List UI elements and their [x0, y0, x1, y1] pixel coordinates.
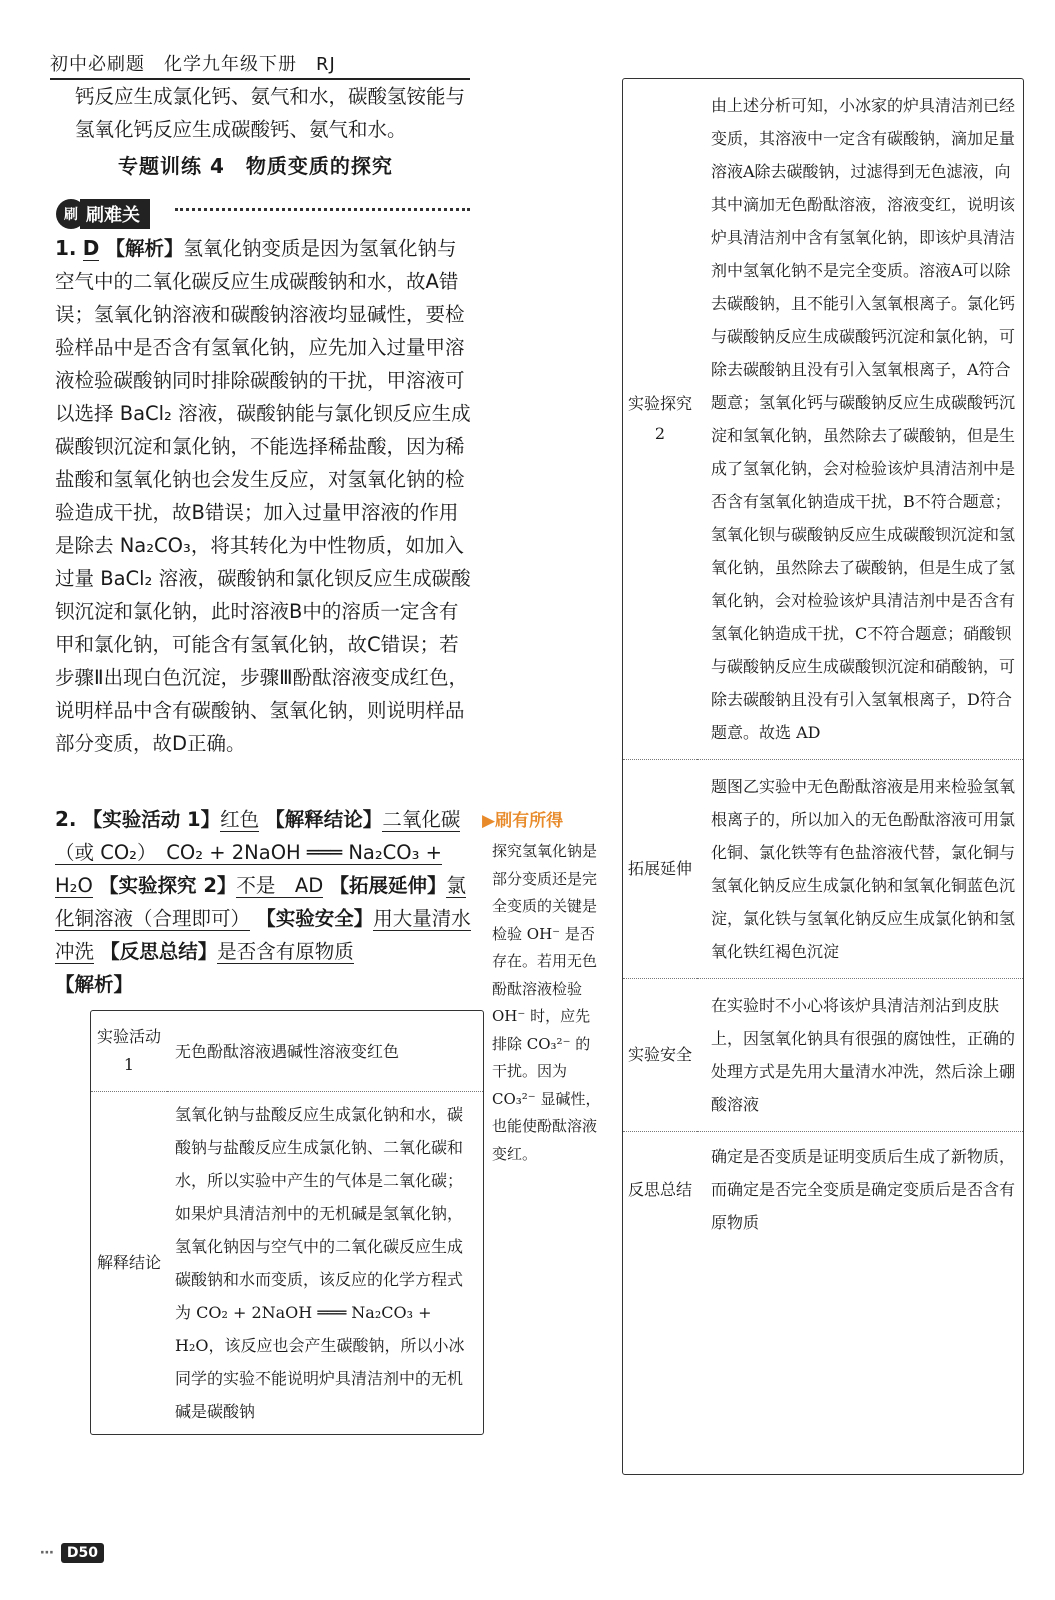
intro-text — [75, 80, 475, 146]
row-body: 无色酚酞溶液遇碱性溶液变红色 — [175, 1041, 400, 1061]
table-row — [623, 79, 1023, 760]
row-head: 拓展延伸 — [627, 859, 692, 878]
row-body: 氢氧化钠与盐酸反应生成氯化钠和水，碳酸钠与盐酸反应生成氯化钠、二氧化碳和水，所以实验中产生的气体是二氧化碳；如果炉具清洁剂中的无机碱是氢氧化钠，氢氧化钠因与空气中的二氧化碳反应生成碳酸钠和水而变质，该反应的化学方程式为 CO₂ + 2NaOH ═══ Na₂CO₃ + H₂O，该反应也会产生碳酸钠，所以小冰同学的实验不能说明炉具清洁剂中的无机碱是碳酸钠 — [175, 1105, 465, 1421]
table-row — [623, 760, 1023, 979]
row-body: 题图乙实验中无色酚酞溶液是用来检验氢氧根离子的，所以加入的无色酚酞溶液可用氯化铜、氯化铁等有色盐溶液代替，氯化铜与氢氧化钠反应生成氯化钠和氢氧化铜蓝色沉淀，氯化铁与氢氧化钠反应生成氯化钠和氢氧化铁红褐色沉淀 — [711, 777, 1016, 961]
q2-tag-extend: 【拓展延伸】 — [329, 874, 447, 897]
q2-tag-conclusion: 【解释结论】 — [265, 808, 383, 831]
q2-answer-extend: 氯化铜溶液（合理即可） — [55, 874, 466, 930]
intro-line-1: 钙反应生成氯化钙、氨气和水，碳酸氢铵能与 — [75, 85, 466, 108]
page-footer — [40, 1545, 104, 1561]
table-row — [623, 979, 1023, 1132]
row-head: 反思总结 — [627, 1179, 692, 1199]
footer-dots: ⋯ — [40, 1545, 56, 1561]
intro-line-2: 氢氧化钙反应生成碳酸钙、氨气和水。 — [75, 118, 407, 141]
q1-tag: 【解析】 — [105, 237, 184, 260]
q2-tag-activity: 【实验活动 1】 — [82, 808, 221, 831]
q2-answer-safety: 用大量清水冲洗 — [55, 907, 471, 963]
row-body: 由上述分析可知，小冰家的炉具清洁剂已经变质，其溶液中一定含有碳酸钠，滴加足量溶液A除去碳酸钠，过滤得到无色滤液，向其中滴加无色酚酞溶液，溶液变红，说明该炉具清洁剂中含有氢氧化钠，即该炉具清洁剂中氢氧化钠不是完全变质。溶液A可以除去碳酸钠，且不能引入氢氧根离子。氯化钙与碳酸钠反应生成碳酸钙沉淀和氯化钠，可除去碳酸钠且没有引入氢氧根离子，A符合题意；氢氧化钙与碳酸钠反应生成碳酸钙沉淀和氢氧化钠，虽然除去了碳酸钠，但是生成了氢氧化钠，会对检验该炉具清洁剂中是否含有氢氧化钠造成干扰，B不符合题意；氢氧化钡与碳酸钠反应生成碳酸钡沉淀和氢氧化钠，虽然除去了碳酸钠，但是生成了氢氧化钠，会对检验该炉具清洁剂中是否含有氢氧化钠造成干扰，C不符合题意；硝酸钡与碳酸钠反应生成碳酸钡沉淀和硝酸钠，可除去碳酸钠且没有引入氢氧根离子，D符合题意。故选 AD — [711, 96, 1016, 742]
page-header: 初中必刷题 化学九年级下册 RJ — [50, 50, 470, 80]
dotted-divider — [175, 208, 470, 211]
q1-answer: D — [82, 236, 100, 260]
q2-tag-explore: 【实验探究 2】 — [99, 874, 237, 897]
analysis-table-right — [622, 78, 1024, 1475]
badge-label: 刷难关 — [80, 199, 150, 229]
table-row — [91, 1092, 483, 1435]
q2-answer-activity: 红色 — [220, 808, 260, 831]
side-note-text: 探究氢氧化钠是部分变质还是完全变质的关键是检验 OH⁻ 是否存在。若用无色酚酞溶液检验 OH⁻ 时，应先排除 CO₃²⁻ 的干扰。因为 CO₃²⁻ 显碱性，也能使酚酞溶液变红。 — [492, 842, 601, 1163]
question-2 — [55, 803, 480, 1001]
analysis-table-left — [90, 1010, 484, 1435]
q2-number: 2. — [55, 807, 77, 831]
row-head: 解释结论 — [96, 1253, 161, 1272]
side-note-title: ▶刷有所得 — [482, 811, 564, 831]
row-body: 确定是否变质是证明变质后生成了新物质，而确定是否完全变质是确定变质后是否含有原物质 — [711, 1147, 1016, 1232]
section-title: 专题训练 4 物质变质的探究 — [118, 154, 393, 178]
row-body: 在实验时不小心将该炉具清洁剂沾到皮肤上，因氢氧化钠具有很强的腐蚀性，正确的处理方式是先用大量清水冲洗，然后涂上硼酸溶液 — [711, 996, 1016, 1114]
table-row — [623, 1132, 1023, 1248]
q1-analysis: 氢氧化钠变质是因为氢氧化钠与空气中的二氧化碳反应生成碳酸钠和水，故A错误；氢氧化钠溶液和碳酸钠溶液均显碱性，要检验样品中是否含有氢氧化钠，应先加入过量甲溶液检验碳酸钠同时排除碳酸钠的干扰，甲溶液可以选择 BaCl₂ 溶液，碳酸钠能与氯化钡反应生成碳酸钡沉淀和氯化钠，不能选择稀盐酸，因为稀盐酸和氢氧化钠也会发生反应，对氢氧化钠的检验造成干扰，故B错误；加入过量甲溶液的作用是除去 Na₂CO₃，将其转化为中性物质，如加入过量 BaCl₂ 溶液，碳酸钠和氯化钡反应生成碳酸钡沉淀和氯化钠，此时溶液B中的溶质一定含有甲和氯化钠，可能含有氢氧化钠，故C错误；若步骤Ⅱ出现白色沉淀，步骤Ⅲ酚酞溶液变成红色，说明样品中含有碳酸钠、氢氧化钠，则说明样品部分变质，故D正确。 — [55, 237, 471, 755]
q2-tag-safety: 【实验安全】 — [256, 907, 374, 930]
table-row — [91, 1011, 483, 1092]
row-head: 实验探究 2 — [627, 394, 692, 443]
brush-icon: 刷 — [56, 199, 86, 229]
q1-number: 1. — [55, 236, 77, 260]
row-head: 实验安全 — [627, 1045, 692, 1064]
difficulty-badge — [56, 200, 150, 228]
row-head: 实验活动 1 — [96, 1027, 161, 1074]
q2-answer-explore: 不是 AD — [236, 874, 324, 897]
q2-analysis-tag: 【解析】 — [55, 973, 134, 996]
page-number: D50 — [61, 1543, 104, 1563]
question-1 — [55, 232, 475, 760]
q2-tag-reflection: 【反思总结】 — [100, 940, 218, 963]
q2-answer-reflection: 是否含有原物质 — [217, 940, 354, 963]
q2-answer-conclusion: 二氧化碳（或 CO₂） CO₂ + 2NaOH ═══ Na₂CO₃ + H₂O — [55, 808, 461, 897]
